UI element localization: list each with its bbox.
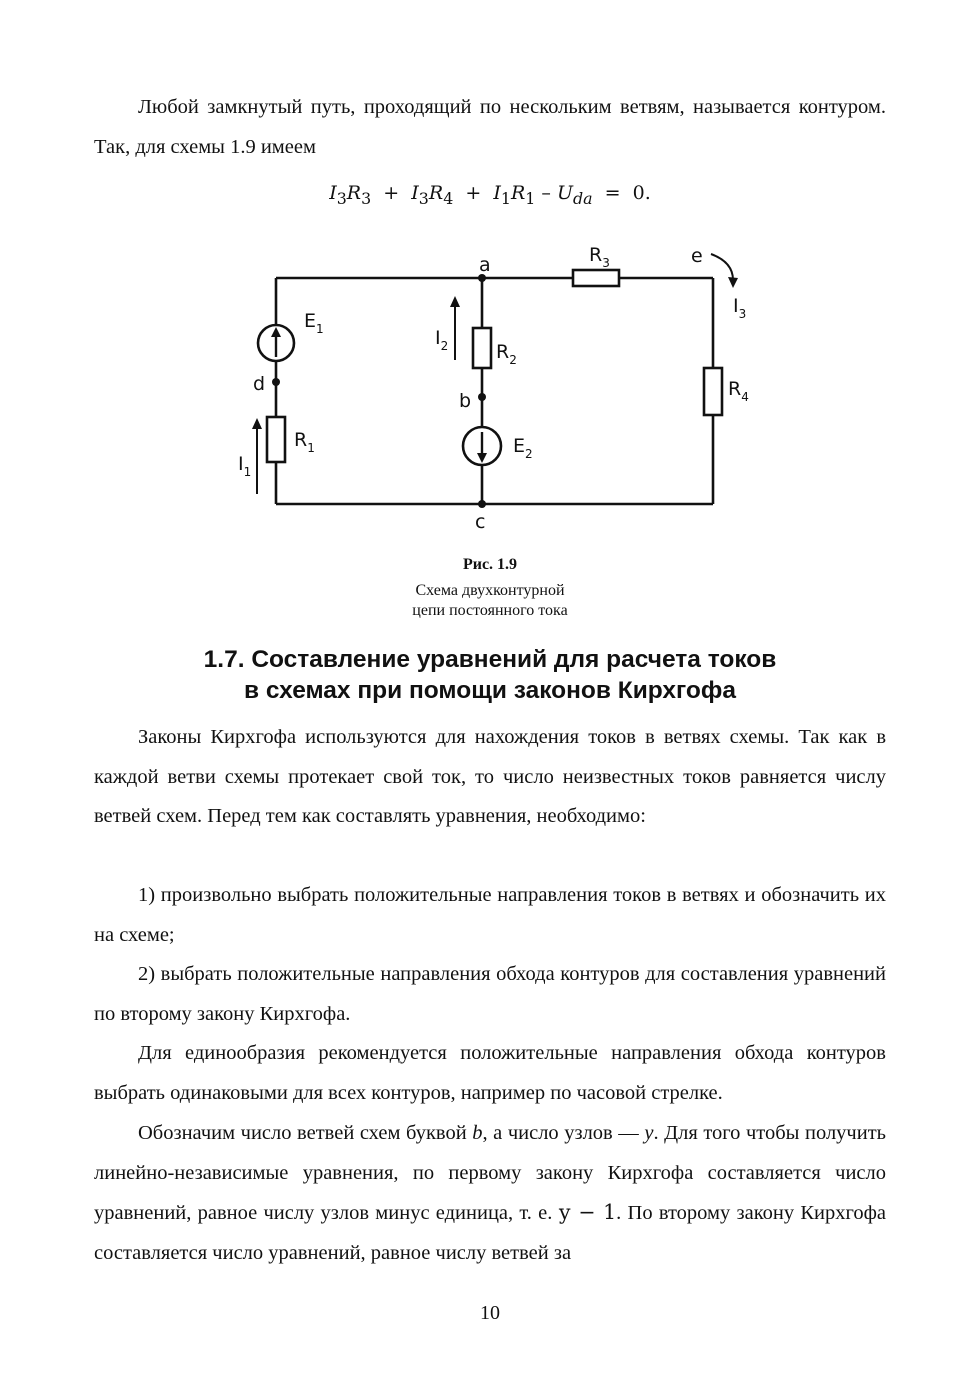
formula-subscript: 4 bbox=[443, 188, 454, 208]
figure-caption-line: цепи постоянного тока bbox=[412, 602, 568, 619]
formula-subscript: da bbox=[572, 188, 593, 208]
formula-term: I bbox=[411, 182, 419, 204]
label-node-a: a bbox=[479, 254, 491, 276]
formula-subscript: 3 bbox=[361, 188, 372, 208]
label-r4: $R_4$ bbox=[728, 378, 749, 404]
formula-subscript: 3 bbox=[418, 188, 429, 208]
label-node-d: d bbox=[253, 373, 266, 395]
formula-subscript: 1 bbox=[525, 188, 536, 208]
inline-formula: у − 1 bbox=[558, 1200, 617, 1224]
source-e1-arrowhead bbox=[271, 327, 281, 337]
label-node-b: b bbox=[459, 390, 472, 412]
current-i1-arrowhead bbox=[252, 418, 262, 429]
formula-term: R bbox=[510, 182, 526, 204]
current-i3-arrowhead bbox=[728, 277, 738, 288]
formula-operator: + bbox=[465, 182, 482, 204]
formula-term: R bbox=[346, 182, 362, 204]
figure-caption-title: Рис. 1.9 bbox=[462, 556, 518, 573]
formula-rhs: 0. bbox=[632, 182, 651, 204]
label-r3: $R_3$ bbox=[589, 244, 610, 270]
formula-operator: + bbox=[383, 182, 400, 204]
body-paragraph: Законы Кирхгофа используются для нахождения токов в ветвях схемы. Так как в каждой ветви схемы протекает свой ток, то число неизвестных токов равняется числу ветвей схем. Перед тем как составлять уравнения, необходимо: bbox=[94, 726, 886, 827]
resistor-r4 bbox=[704, 368, 722, 415]
var-b: b bbox=[472, 1122, 483, 1144]
section-heading bbox=[0, 644, 980, 706]
label-e1: $E_1$ bbox=[304, 310, 324, 336]
formula-term: R bbox=[428, 182, 444, 204]
node-c-dot bbox=[478, 500, 486, 508]
formula-subscript: 3 bbox=[336, 188, 347, 208]
resistor-r1 bbox=[267, 417, 285, 462]
formula-subscript: 1 bbox=[500, 188, 511, 208]
body-paragraph: Для единообразия рекомендуется положительные направления обхода контуров выбрать одинаковыми для всех контуров, например по часовой стрелке. bbox=[94, 1042, 886, 1104]
node-b-dot bbox=[478, 393, 486, 401]
section-heading-line: 1.7. Составление уравнений для расчета токов bbox=[203, 646, 777, 673]
contour-equation bbox=[0, 182, 980, 208]
current-i2-arrowhead bbox=[450, 296, 460, 307]
body-paragraph: 1) произвольно выбрать положительные направления токов в ветвях и обозначить их на схеме; bbox=[94, 884, 886, 946]
label-i2: $I_2$ bbox=[435, 327, 449, 353]
body-paragraph-last: Обозначим число ветвей схем буквой b, а число узлов — у. Для того чтобы получить линейно-независимые уравнения, по первому закону Кирхгофа составляется число уравнений, равное числу узлов минус единица, т. е. у − 1. По второму закону Кирхгофа составляется число уравнений, равное числу ветвей за bbox=[94, 1122, 887, 1264]
figure-caption-line: Схема двухконтурной bbox=[415, 582, 565, 599]
circuit-diagram bbox=[233, 232, 753, 542]
var-y: у bbox=[644, 1122, 654, 1144]
current-i3-arrow bbox=[711, 254, 733, 280]
section-heading-line: в схемах при помощи законов Кирхгофа bbox=[244, 677, 736, 704]
page-number: 10 bbox=[480, 1302, 500, 1324]
label-node-e: e bbox=[691, 245, 703, 267]
body-paragraph: 2) выбрать положительные направления обхода контуров для составления уравнений по второму закону Кирхгофа. bbox=[94, 963, 886, 1025]
intro-paragraph: Любой замкнутый путь, проходящий по нескольким ветвям, называется контуром. Так, для схемы 1.9 имеем bbox=[94, 96, 886, 158]
label-node-c: c bbox=[475, 511, 486, 533]
label-r1: $R_1$ bbox=[294, 429, 315, 455]
formula-term: I bbox=[493, 182, 501, 204]
node-d-dot bbox=[272, 378, 280, 386]
label-r2: $R_2$ bbox=[496, 341, 517, 367]
formula-term: I bbox=[329, 182, 337, 204]
source-e2-arrowhead bbox=[477, 453, 487, 463]
formula-equals: = bbox=[604, 182, 621, 204]
label-e2: $E_2$ bbox=[513, 435, 533, 461]
resistor-r2 bbox=[473, 328, 491, 368]
formula-term: U bbox=[556, 182, 573, 204]
label-i1: $I_1$ bbox=[238, 453, 252, 479]
label-i3: $I_3$ bbox=[733, 295, 747, 321]
resistor-r3 bbox=[573, 270, 619, 286]
formula-operator: – bbox=[541, 182, 551, 204]
